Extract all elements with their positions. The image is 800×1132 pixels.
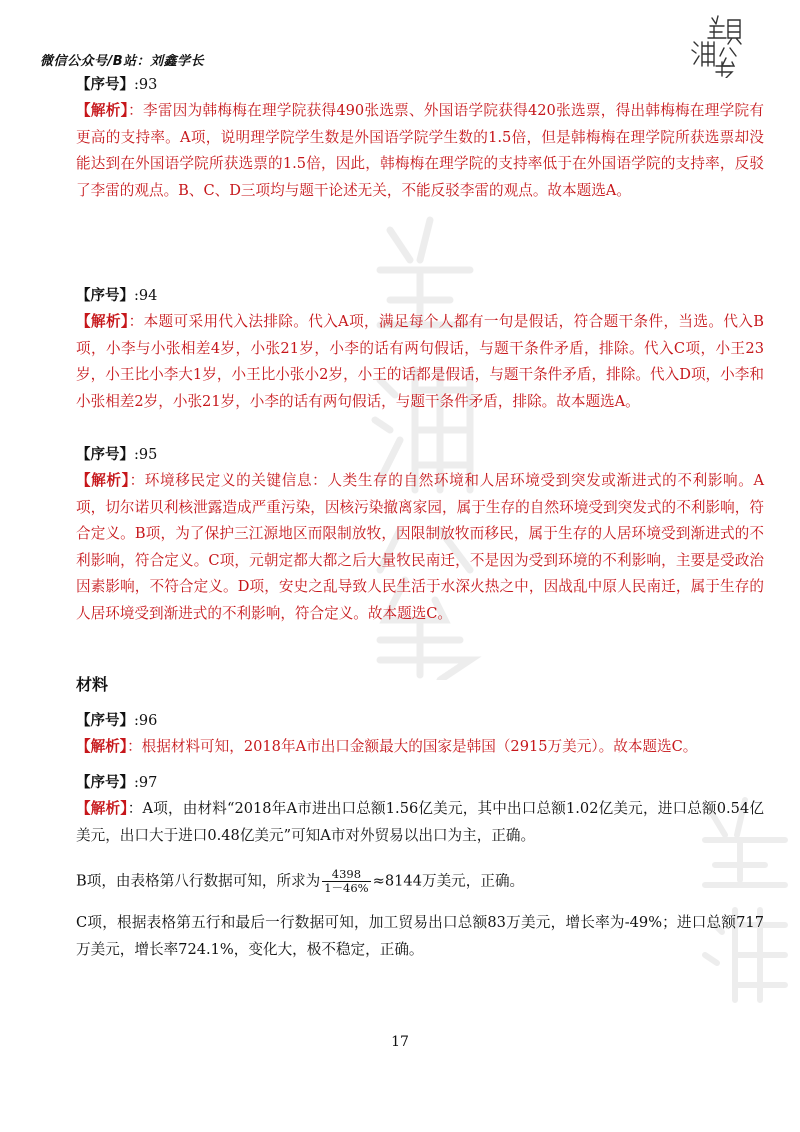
seq-value: :96 <box>134 713 158 729</box>
analysis-label: 【解析】 <box>76 313 129 330</box>
page-number: 17 <box>391 1034 409 1050</box>
analysis-label: 【解析】 <box>76 800 128 817</box>
seq-value: :95 <box>134 447 158 463</box>
option-b-after: ≈8144万美元，正确。 <box>372 872 525 890</box>
item-96 <box>76 710 764 761</box>
analysis-text: ：本题可采用代入法排除。代入A项，满足每个人都有一句是假话，符合题干条件，当选。代入B项，小李与小张相差4岁，小张21岁，小李的话有两句假话，与题干条件矛盾，排除。代入C项，小王23岁，小王比小李大1岁，小王比小张小2岁，小王的话都是假话，与题干条件矛盾，排除。代入D项，小李和小张相差2岁，小张21岁，小李的话有两句假话，与题干条件矛盾，排除。故本题选A。 <box>76 313 764 410</box>
fraction-numerator: 4398 <box>322 868 370 882</box>
item-95 <box>76 444 764 628</box>
item-94 <box>76 285 764 415</box>
seq-label: 【序号】 <box>76 446 134 463</box>
item-93 <box>76 74 764 204</box>
header-note: 微信公众号/B站：刘鑫学长 <box>40 54 205 69</box>
analysis-label: 【解析】 <box>76 102 129 119</box>
brand-logo <box>682 12 760 78</box>
fraction <box>322 868 370 895</box>
analysis-text: ：环境移民定义的关键信息：人类生存的自然环境和人居环境受到突发或渐进式的不利影响。A项，切尔诺贝利核泄露造成严重污染，因核污染撤离家园，属于生存的自然环境受到突发式的不利影响，符合定义。B项，为了保护三江源地区而限制放牧，因限制放牧而移民，属于生存的人居环境受到渐进式的不利影响，符合定义。C项，元朝定都大都之后大量牧民南迁，不是因为受到环境的不利影响，主要是受政治因素影响，不符合定义。D项，安史之乱导致人民生活于水深火热之中，因战乱中原人民南迁，属于生存的人居环境受到渐进式的不利影响，符合定义。故本题选C。 <box>76 472 765 622</box>
option-b-before: B项，由表格第八行数据可知，所求为 <box>76 872 321 890</box>
seq-value: :94 <box>134 288 158 304</box>
seq-value: :97 <box>134 775 158 791</box>
seq-label: 【序号】 <box>76 287 134 304</box>
analysis-text: ：根据材料可知，2018年A市出口金额最大的国家是韩国（2915万美元）。故本题选C。 <box>127 738 698 755</box>
option-b-line <box>76 868 764 895</box>
item-97 <box>76 772 764 849</box>
analysis-label: 【解析】 <box>76 738 128 755</box>
analysis-text: ：李雷因为韩梅梅在理学院获得490张选票、外国语学院获得420张选票，得出韩梅梅在理学院有更高的支持率。A项，说明理学院学生数是外国语学院学生数的1.5倍，但是韩梅梅在理学院所获选票却没能达到在外国语学院所获选票的1.5倍，因此，韩梅梅在理学院的支持率低于在外国语学院的支持率，反驳了李雷的观点。B、C、D三项均与题干论述无关，不能反驳李雷的观点。故本题选A。 <box>76 102 764 199</box>
option-c-paragraph: C项，根据表格第五行和最后一行数据可知，加工贸易出口总额83万美元，增长率为-49%；进口总额717万美元，增长率724.1%，变化大，极不稳定，正确。 <box>76 914 764 958</box>
seq-label: 【序号】 <box>76 774 134 791</box>
analysis-label: 【解析】 <box>76 472 130 489</box>
fraction-denominator: 1－46% <box>324 881 369 895</box>
analysis-text: ：A项，由材料“2018年A市进出口总额1.56亿美元，其中出口总额1.02亿美元，进口总额0.54亿美元，出口大于进口0.48亿美元”可知A市对外贸易以出口为主，正确。 <box>76 800 764 844</box>
seq-label: 【序号】 <box>76 76 134 93</box>
section-title: 材料 <box>76 675 109 694</box>
seq-label: 【序号】 <box>76 712 134 729</box>
seq-value: :93 <box>134 77 158 93</box>
